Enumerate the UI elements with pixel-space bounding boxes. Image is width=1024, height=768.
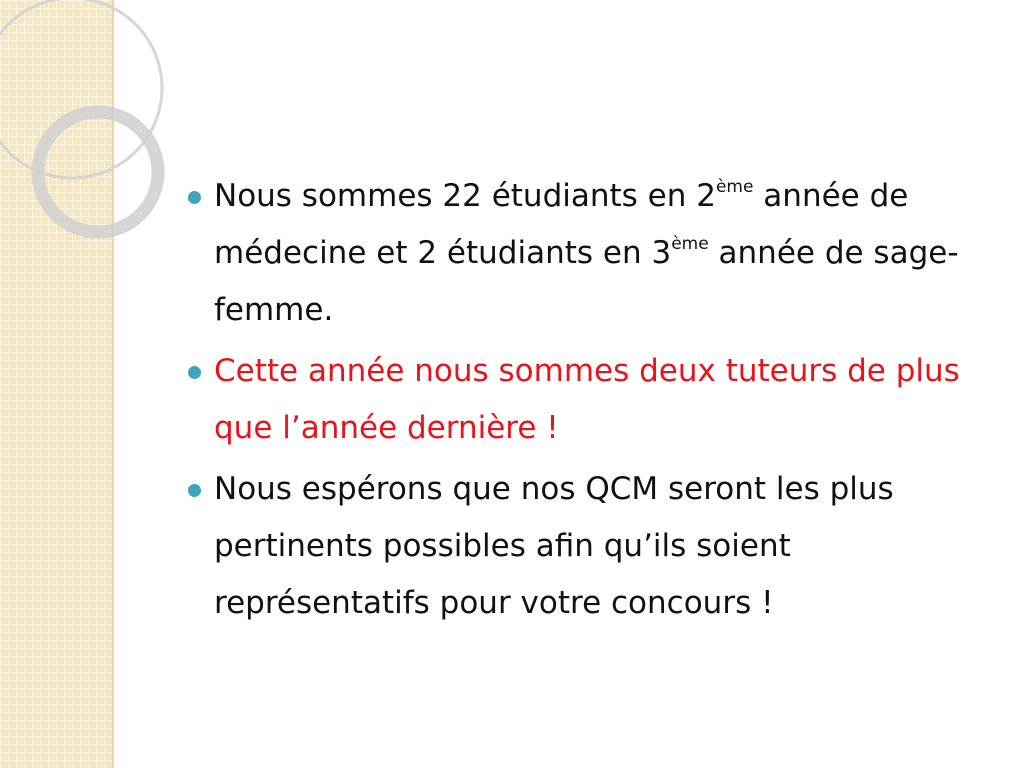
large-ring [0, 0, 162, 178]
decorative-rings [0, 0, 200, 300]
bullet-text: Cette année nous sommes deux tuteurs de plus que l’année dernière ! [214, 353, 960, 446]
bullet-dot-icon [188, 366, 201, 379]
bullet-item-tutors [186, 343, 996, 457]
bullet-item-qcm [186, 461, 996, 632]
small-ring [38, 112, 158, 232]
bullet-text: année de sage-femme. [214, 235, 959, 328]
bullet-text: Nous espérons que nos QCM seront les plus pertinents possibles afin qu’ils soient représentatifs pour votre concours ! [214, 471, 894, 621]
bullet-dot-icon [188, 191, 201, 204]
bullet-text: année de médecine et 2 étudiants en 3 [214, 178, 909, 271]
superscript-ordinal: ème [671, 234, 709, 254]
bullet-item-students [186, 168, 996, 339]
bullet-text: Nous sommes 22 étudiants en 2 [214, 178, 716, 214]
bullet-list [186, 168, 996, 632]
slide-content [186, 168, 996, 636]
superscript-ordinal: ème [715, 177, 754, 197]
bullet-dot-icon [188, 484, 201, 497]
